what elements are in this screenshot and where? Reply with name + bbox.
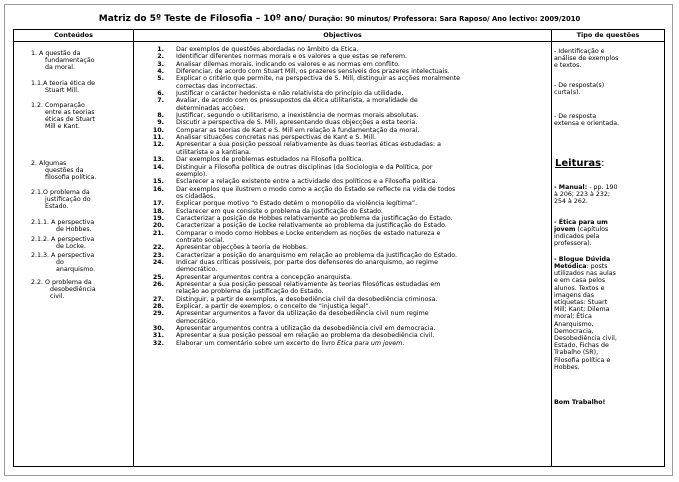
objective-number — [142, 237, 176, 244]
objective-text — [176, 90, 556, 97]
objective-text — [176, 171, 556, 178]
objective-number: 9. — [157, 119, 164, 127]
objective-text — [176, 325, 556, 332]
content-item: da moral. — [45, 64, 76, 71]
objective-item — [142, 149, 556, 156]
reading-line: à 206; 223 à 232; — [554, 191, 611, 198]
objective-number: 4. — [157, 68, 164, 76]
etica-note: (capítulos — [575, 226, 609, 233]
reading-line — [554, 263, 608, 270]
objective-text — [176, 244, 556, 251]
objective-text — [176, 112, 556, 119]
objective-text-main: democrático. — [176, 317, 218, 325]
objective-number — [142, 171, 176, 178]
content-item: filosofia política. — [45, 174, 97, 181]
header-tipo: Tipo de questões — [576, 31, 640, 39]
objective-text-main: Analisar situações concretas nas perspectivas de Kant e S. Mill. — [176, 134, 376, 142]
objective-text-main: Esclarecer em que consiste o problema da justificação do Estado. — [176, 207, 383, 215]
objective-number — [142, 288, 176, 295]
question-type-line: e textos. — [554, 62, 582, 69]
objective-number: 20. — [152, 222, 164, 230]
objective-number — [142, 149, 176, 156]
content-item: 1.1.A teoria ética de — [31, 80, 96, 87]
objective-number — [142, 193, 176, 200]
objective-number — [142, 318, 176, 325]
reading-line: Estado, Fichas de — [554, 342, 609, 350]
objective-item — [142, 178, 556, 185]
objective-number: 15. — [152, 178, 164, 186]
reading-line: alunos. Textos e — [554, 284, 605, 292]
objective-number: 1. — [157, 46, 164, 53]
objective-item — [142, 75, 556, 82]
objective-item — [142, 156, 556, 163]
objective-text — [176, 332, 556, 339]
objective-text — [176, 340, 556, 347]
question-type-line: curta(s). — [554, 89, 581, 96]
objective-text-main: Caracterizar a posição de Hobbes relativamente ao problema da justificação do Estado. — [176, 214, 453, 222]
objective-item — [142, 68, 556, 75]
objective-item — [142, 141, 556, 148]
objective-text — [176, 68, 556, 75]
objective-text — [176, 303, 556, 310]
objective-text-main: Caracterizar a posição de Locke relativamente ao problema da justificação do Estado. — [176, 222, 447, 230]
question-type-line: - De resposta — [554, 113, 597, 120]
objective-text — [176, 149, 556, 156]
reading-line: imagens das — [554, 291, 595, 299]
objective-text — [176, 97, 556, 104]
objective-number: 13. — [152, 156, 164, 164]
objective-text — [176, 274, 556, 281]
title-main: Matriz do 5º Teste de Filosofia – 10º ano/ — [98, 14, 307, 24]
objective-number: 31. — [152, 332, 164, 340]
objective-text — [176, 75, 556, 82]
objective-text — [176, 252, 556, 259]
content-item: 2.1.3. A perspectiva — [31, 252, 95, 259]
content-item: 2.1.O problema da — [31, 189, 90, 196]
objective-number: 19. — [152, 214, 164, 222]
objective-text — [176, 193, 556, 200]
objective-number: 8. — [157, 112, 164, 120]
content-item: Mill e Kant. — [45, 123, 80, 130]
objective-text — [176, 105, 556, 112]
blogue-label: Metódica — [554, 263, 587, 270]
content-item: entre as teorias — [45, 109, 95, 116]
objective-item — [142, 186, 556, 193]
content-item: 1.2. Comparação — [31, 102, 85, 109]
objective-number: 30. — [152, 325, 164, 333]
objective-item — [142, 193, 556, 200]
objective-item — [142, 325, 556, 332]
content-item: 1. A questão da — [31, 50, 81, 57]
objective-text-end: . — [402, 339, 405, 347]
objective-text-main: Comparar as teorias de Kant e S. Mill em relação à fundamentação da moral. — [176, 126, 420, 134]
objective-text-main: Dar exemplos que ilustrem o modo como a acção do Estado se reflecte na vida de todos — [176, 185, 456, 193]
objective-text-main: correctas das incorrectas. — [176, 82, 258, 90]
objective-number: 29. — [152, 310, 164, 318]
reading-line: Desobediência civil, — [554, 335, 617, 342]
objective-text-main: Identificar diferentes normas morais e os valores a que estas se referem. — [176, 53, 407, 61]
objective-text — [176, 164, 556, 171]
objective-item — [142, 105, 556, 112]
objective-text-main: Dar exemplos de questões abordadas no âmbito da Ética. — [176, 46, 359, 53]
column-divider-1 — [133, 30, 134, 466]
objective-item — [142, 296, 556, 303]
reading-line: Hobbes. — [554, 363, 580, 371]
leituras-title: Leituras — [555, 158, 602, 169]
objective-text-main: Dar exemplos de problemas estudados na Filosofia política. — [176, 156, 364, 164]
objective-item — [142, 288, 556, 295]
objective-text-main: Elaborar um comentário sobre um excerto do livro — [176, 339, 338, 347]
objective-number: 11. — [152, 134, 164, 142]
book-title: Ética para um jovem — [337, 339, 403, 347]
objective-item — [142, 53, 556, 60]
objective-item — [142, 237, 556, 244]
objective-text-main: Distinguir, a partir de exemplos, a desobediência civil da desobediência criminosa. — [176, 295, 438, 303]
content-item: anarquismo. — [56, 266, 96, 273]
content-item: do — [56, 259, 64, 266]
objective-number: 3. — [157, 60, 164, 68]
reading-line: moral; Ética — [554, 313, 592, 321]
question-type-line: - Identificação e — [554, 48, 605, 55]
reading-line: e em casa pelos — [554, 277, 606, 285]
content-item: 2.2. O problema da — [31, 279, 92, 286]
objective-item — [142, 259, 556, 266]
objective-text-main: Explicar, a partir de exemplos, o conceito de “injustiça legal”. — [176, 303, 371, 311]
objective-item — [142, 244, 556, 251]
objective-text — [176, 46, 556, 53]
objective-text-main: Apresentar argumentos a favor da utilização da desobediência civil num regime — [176, 310, 429, 318]
manual-label: - Manual: — [554, 184, 588, 191]
objective-number: 28. — [152, 303, 164, 311]
objective-text-main: Distinguir a Filosofia política de outras disciplinas (da Sociologia e da Política, por — [176, 163, 433, 171]
objective-text-main: Apresentar a sua posição pessoal em relação ao problema da desobediência civil. — [176, 332, 435, 340]
leituras-heading — [555, 160, 605, 167]
objective-item — [142, 61, 556, 68]
reading-line: professora). — [554, 240, 592, 247]
objective-text-main: Apresentar a sua posição pessoal relativamente às teorias filosóficas estudadas em — [176, 281, 441, 288]
objective-text-main: Justificar o carácter hedonista e não relativista do princípio da utilidade. — [176, 90, 404, 98]
objective-item — [142, 222, 556, 229]
objective-item — [142, 46, 556, 53]
objective-item — [142, 208, 556, 215]
leituras-colon: : — [601, 158, 605, 169]
reading-line: Mill; Kant; Dilema — [554, 306, 610, 314]
question-type-line: análise de exemplos — [554, 55, 619, 62]
objective-text — [176, 288, 556, 295]
content-item: 2.1.1. A perspectiva — [31, 219, 95, 226]
content-item: Stuart Mill. — [45, 87, 80, 94]
objective-item — [142, 318, 556, 325]
objective-item — [142, 134, 556, 141]
objective-number — [142, 83, 176, 90]
reading-line: - Ética para um — [554, 219, 608, 226]
reading-line: Anarquismo, — [554, 320, 594, 328]
matrix-table — [13, 29, 665, 467]
objective-text — [176, 61, 556, 68]
objective-text — [176, 230, 556, 237]
content-item: éticas de Stuart — [45, 116, 95, 123]
reading-line: indicados pela — [554, 233, 600, 240]
objective-text-main: relação ao problema da justificação do Estado. — [176, 288, 324, 296]
objective-number: 12. — [152, 141, 164, 149]
objective-text — [176, 178, 556, 185]
header-divider — [14, 41, 664, 42]
objective-text-main: contrato social. — [176, 236, 225, 244]
objective-text — [176, 156, 556, 163]
question-type-line: - De resposta(s) — [554, 82, 605, 89]
objective-text — [176, 259, 556, 266]
objective-item — [142, 215, 556, 222]
objective-text — [176, 215, 556, 222]
objective-item — [142, 281, 556, 288]
objective-text — [176, 53, 556, 60]
objective-text-main: Caracterizar a posição do anarquismo em relação ao problema da justificação do Estado. — [176, 251, 458, 259]
objective-text-main: Avaliar, de acordo com os pressupostos da ética utilitarista, a moralidade de — [176, 97, 418, 105]
objective-item — [142, 310, 556, 317]
reading-line: 254 à 262. — [554, 198, 588, 205]
content-item: de Locke. — [56, 243, 86, 250]
objective-number: 27. — [152, 295, 164, 303]
objective-number: 26. — [152, 281, 164, 288]
objective-text — [176, 134, 556, 141]
objective-item — [142, 230, 556, 237]
objective-text-main: Justificar, segundo o utilitarismo, a inexistência de normas morais absolutas. — [176, 112, 419, 120]
objective-text-main: determinadas acções. — [176, 104, 246, 112]
objective-text-main: exemplo). — [176, 170, 208, 178]
objective-number: 17. — [152, 200, 164, 208]
objective-number: 18. — [152, 207, 164, 215]
objective-text — [176, 318, 556, 325]
objective-text-main: Analisar dilemas morais, indicando os valores e as normas em conflito. — [176, 60, 400, 68]
objective-text — [176, 127, 556, 134]
objectives-list — [142, 46, 556, 347]
objective-text-main: Apresentar argumentos contra a concepção anarquista. — [176, 273, 353, 281]
objective-item — [142, 274, 556, 281]
objective-number: 16. — [152, 185, 164, 193]
objective-text-main: os cidadãos. — [176, 192, 216, 200]
objective-number: 25. — [152, 273, 164, 281]
objective-item — [142, 200, 556, 207]
objective-number: 22. — [152, 244, 164, 252]
objective-item — [142, 127, 556, 134]
objective-number: 2. — [157, 53, 164, 61]
objective-number: 23. — [152, 251, 164, 259]
objective-item — [142, 340, 556, 347]
objective-text — [176, 296, 556, 303]
reading-line: Trabalho (SR), — [554, 349, 599, 357]
objective-item — [142, 171, 556, 178]
content-item: civil. — [50, 293, 65, 300]
objective-text-main: Discutir a perspectiva de S. Mill, apresentando duas objecções a esta teoria. — [176, 119, 418, 127]
objective-text — [176, 141, 556, 148]
objective-number: 14. — [152, 163, 164, 171]
objective-number — [142, 105, 176, 112]
objective-text-main: utilitarista e a kantiana. — [176, 148, 252, 156]
objective-number — [142, 266, 176, 273]
reading-line: Democracia, — [554, 327, 594, 335]
objective-text — [176, 310, 556, 317]
objective-text — [176, 83, 556, 90]
content-item: fundamentação — [45, 57, 95, 64]
objective-text-main: Apresentar objecções à teoria de Hobbes. — [176, 244, 308, 252]
objective-text — [176, 281, 556, 288]
manual-pages: - pp. 190 — [587, 184, 618, 191]
header-conteudos: Conteúdos — [54, 31, 93, 39]
objective-number: 6. — [157, 90, 164, 98]
objective-text-main: Explicar o critério que permite, na perspectiva de S. Mill, distinguir as acções moralmente — [176, 75, 461, 83]
objective-text-main: Apresentar a sua posição pessoal relativamente às duas teorias éticas estudadas: a — [176, 141, 441, 149]
reading-line: - Blogue Dúvida — [554, 256, 611, 263]
objective-text — [176, 222, 556, 229]
closing-message: Bom Trabalho! — [554, 399, 606, 406]
content-item: 2.1.2. A perspectiva — [31, 236, 95, 243]
objective-text-main: Comparar o modo como Hobbes e Locke entendem as noções de estado natureza e — [176, 229, 441, 237]
objective-text-main: Indicar duas críticas possíveis, por parte dos defensores do anarquismo, ao regime — [176, 258, 438, 266]
content-item: desobediência — [50, 286, 96, 293]
objective-text-main: Apresentar argumentos contra a utilização da desobediência civil em democracia. — [176, 325, 436, 333]
objective-number: 5. — [157, 75, 164, 83]
content-item: Estado. — [45, 203, 69, 210]
objective-text — [176, 266, 556, 273]
reading-line: Filosofia política e — [554, 356, 611, 364]
objective-number: 24. — [152, 258, 164, 266]
objective-text — [176, 237, 556, 244]
objective-number: 32. — [152, 339, 164, 347]
objective-item — [142, 332, 556, 339]
objective-item — [142, 90, 556, 97]
document-title — [0, 14, 679, 24]
objective-item — [142, 303, 556, 310]
objective-text — [176, 208, 556, 215]
reading-line: utilizados nas aulas — [554, 270, 616, 278]
objective-item — [142, 252, 556, 259]
objective-item — [142, 164, 556, 171]
objective-item — [142, 97, 556, 104]
objective-item — [142, 112, 556, 119]
content-item: de Hobbes. — [56, 226, 92, 233]
objective-text — [176, 186, 556, 193]
title-details: Duração: 90 minutos/ Professora: Sara Raposo/ Ano lectivo: 2009/2010 — [306, 15, 581, 23]
content-item: questões da — [45, 167, 84, 174]
content-item: 2. Algumas — [31, 160, 67, 167]
objective-number: 21. — [152, 229, 164, 237]
objective-text-main: Diferenciar, de acordo com Stuart Mill, os prazeres sensíveis dos prazeres intelectuais. — [176, 68, 450, 76]
content-item: justificação do — [45, 196, 91, 203]
objective-number: 10. — [152, 126, 164, 134]
objective-number: 7. — [157, 97, 164, 105]
objective-item — [142, 119, 556, 126]
objective-text-main: Explicar porque motivo “o Estado detém o monopólio da violência legítima”. — [176, 200, 418, 208]
etica-label: jovem — [554, 226, 576, 233]
objective-text — [176, 119, 556, 126]
objective-text-main: Esclarecer a relação existente entre a actividade dos políticos e a Filosofia política. — [176, 178, 438, 186]
objective-text — [176, 200, 556, 207]
objective-item — [142, 266, 556, 273]
objective-text-main: democrático. — [176, 266, 218, 274]
reading-line: etiquetas: Stuart — [554, 299, 608, 306]
blogue-note: : posts — [586, 263, 608, 270]
objective-item — [142, 83, 556, 90]
question-type-line: extensa e orientada. — [554, 120, 620, 127]
header-objectivos: Objectivos — [323, 31, 362, 39]
